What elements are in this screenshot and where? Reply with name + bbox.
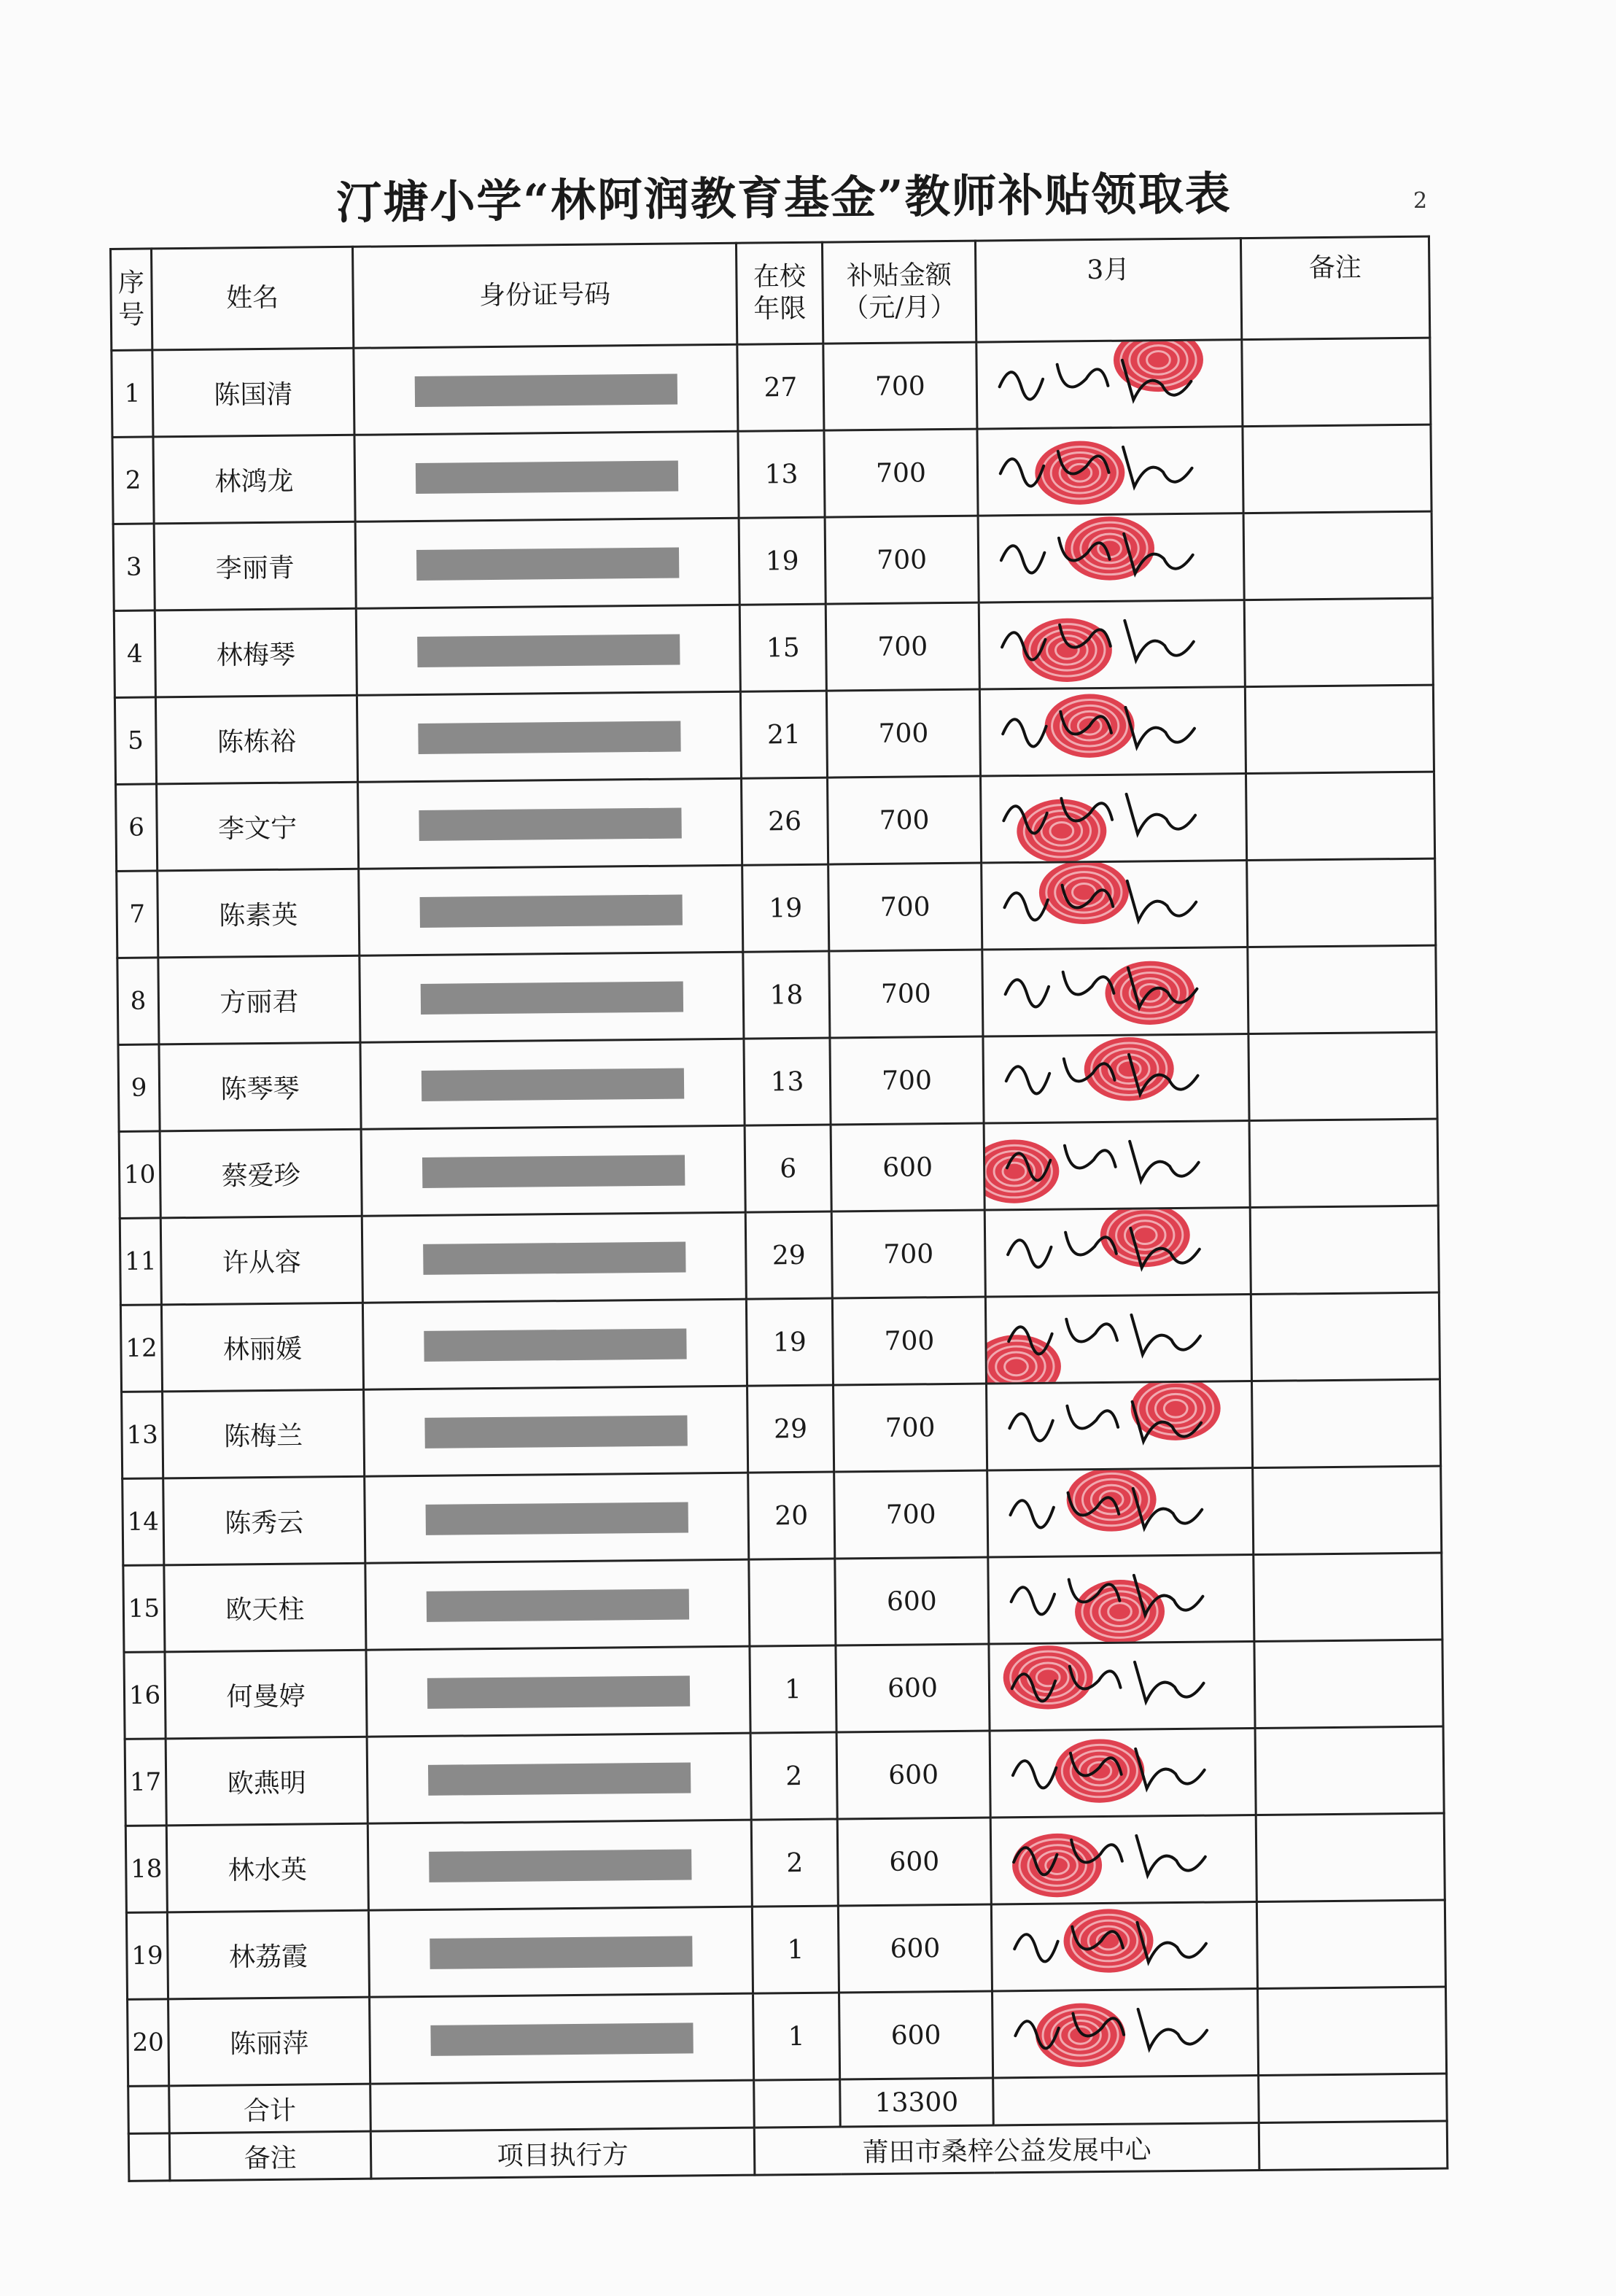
header-years-label: 在校年限	[753, 261, 807, 325]
thumbprint-mark	[1003, 1645, 1093, 1710]
table-row	[128, 1987, 1447, 2086]
id-cell	[359, 865, 743, 955]
seq-cell: 9	[118, 1044, 160, 1132]
total-remark-cell	[1259, 2074, 1448, 2122]
redacted-id-bar	[415, 461, 677, 494]
name-cell: 许从容	[160, 1216, 362, 1305]
redacted-id-bar	[421, 1068, 683, 1101]
header-row	[111, 236, 1430, 350]
years-cell: 13	[738, 430, 825, 518]
thumbprint-mark	[1012, 1833, 1103, 1897]
years-cell: 1	[753, 1993, 840, 2080]
id-cell	[370, 1993, 754, 2084]
seq-cell: 18	[125, 1826, 167, 1913]
amount-cell: 700	[824, 429, 978, 517]
table-row	[120, 1206, 1439, 1305]
years-cell: 27	[737, 344, 824, 431]
years-cell	[749, 1559, 836, 1646]
name-cell: 林荔霞	[167, 1910, 369, 1999]
years-cell: 19	[739, 517, 826, 605]
years-cell: 29	[747, 1385, 834, 1473]
id-cell	[361, 1125, 745, 1216]
thumbprint-mark	[1075, 1579, 1165, 1643]
remark-cell	[1254, 1553, 1442, 1641]
amount-cell: 600	[838, 1904, 992, 1993]
id-cell	[360, 952, 744, 1042]
remark-cell	[1246, 772, 1434, 860]
signature-thumbprint-icon	[987, 1381, 1251, 1470]
id-cell	[366, 1646, 750, 1737]
signature-cell	[991, 1902, 1257, 1991]
signature-cell	[984, 1208, 1251, 1297]
signature-cell	[989, 1642, 1255, 1731]
name-cell: 林梅琴	[155, 608, 357, 697]
table-row	[113, 511, 1432, 610]
signature-cell	[990, 1815, 1256, 1904]
redacted-id-bar	[414, 374, 677, 407]
signature-cell	[978, 513, 1244, 602]
name-cell: 陈琴琴	[159, 1042, 361, 1131]
table-row	[119, 1119, 1438, 1218]
redacted-id-bar	[430, 1936, 692, 1969]
table-body	[112, 338, 1447, 2086]
signature-thumbprint-icon	[986, 1208, 1250, 1297]
header-name: 姓名	[152, 247, 354, 350]
id-cell	[368, 1907, 753, 1997]
redacted-id-bar	[424, 1415, 687, 1448]
id-cell	[362, 1212, 746, 1303]
remark-cell	[1248, 945, 1437, 1033]
table-row	[123, 1466, 1442, 1565]
seq-cell: 7	[117, 871, 158, 958]
footer-executor: 莆田市桑梓公益发展中心	[754, 2122, 1259, 2175]
header-remark: 备注	[1240, 236, 1429, 339]
amount-cell: 700	[832, 1297, 986, 1385]
years-cell: 26	[742, 777, 828, 865]
table-row	[118, 1032, 1437, 1131]
id-cell	[354, 344, 738, 435]
seq-cell: 8	[117, 958, 159, 1045]
table-row	[114, 598, 1433, 697]
id-cell	[354, 431, 739, 521]
table-row	[117, 945, 1437, 1044]
id-cell	[356, 605, 740, 695]
signature-thumbprint-icon	[981, 687, 1245, 776]
signature-cell	[982, 947, 1248, 1036]
subsidy-table	[109, 236, 1448, 2182]
amount-cell: 600	[836, 1644, 990, 1732]
remark-cell	[1248, 1032, 1437, 1120]
seq-cell: 2	[112, 437, 154, 524]
name-cell: 陈国清	[152, 348, 354, 437]
signature-cell	[982, 861, 1248, 950]
remark-cell	[1256, 1813, 1445, 1901]
amount-cell: 600	[837, 1818, 991, 1906]
thumbprint-mark	[1036, 2003, 1126, 2067]
signature-thumbprint-icon	[978, 427, 1242, 516]
table-row	[114, 685, 1434, 784]
remark-cell	[1255, 1726, 1444, 1815]
total-month-cell	[993, 2075, 1259, 2125]
id-cell	[362, 1299, 747, 1389]
remark-cell	[1257, 1987, 1446, 2075]
redacted-id-bar	[426, 1589, 688, 1621]
remark-cell	[1242, 338, 1431, 426]
table-row	[117, 858, 1436, 958]
id-cell	[365, 1473, 749, 1563]
years-cell: 2	[751, 1819, 838, 1907]
table-row	[122, 1379, 1441, 1478]
remark-cell	[1244, 598, 1433, 686]
remark-cell	[1253, 1466, 1442, 1554]
name-cell: 陈栋裕	[155, 695, 357, 784]
seq-cell: 5	[114, 697, 156, 785]
name-cell: 陈梅兰	[163, 1389, 365, 1478]
header-amount-label: 补贴金额（元/月）	[842, 260, 957, 323]
amount-cell: 700	[826, 689, 980, 777]
id-cell	[358, 778, 742, 869]
remark-cell	[1251, 1379, 1440, 1467]
amount-cell: 700	[831, 1210, 985, 1298]
table-row	[116, 772, 1435, 871]
signature-cell	[987, 1468, 1254, 1557]
amount-cell: 600	[839, 1991, 993, 2079]
signature-cell	[985, 1295, 1251, 1384]
years-cell: 29	[745, 1211, 832, 1299]
seq-cell: 13	[122, 1392, 163, 1479]
seq-cell: 4	[114, 610, 155, 698]
footer-remark-cell	[1259, 2121, 1448, 2170]
years-cell: 19	[742, 864, 829, 952]
years-cell: 18	[743, 951, 830, 1039]
total-years-cell	[754, 2079, 841, 2128]
seq-cell: 16	[124, 1652, 166, 1740]
signature-cell	[983, 1034, 1249, 1123]
name-cell: 林水英	[166, 1823, 368, 1912]
id-cell	[367, 1733, 751, 1823]
total-amount: 13300	[840, 2078, 994, 2127]
redacted-id-bar	[418, 721, 680, 754]
redacted-id-bar	[430, 2022, 693, 2055]
table-row	[112, 338, 1431, 437]
redacted-id-bar	[427, 1675, 689, 1708]
remark-cell	[1249, 1119, 1438, 1207]
name-cell: 欧天柱	[164, 1563, 366, 1652]
table-row	[124, 1640, 1443, 1739]
thumbprint-mark	[1054, 1739, 1145, 1803]
signature-cell	[988, 1555, 1254, 1644]
name-cell: 方丽君	[158, 955, 360, 1044]
remark-cell	[1256, 1900, 1445, 1988]
signature-thumbprint-icon	[992, 1902, 1256, 1991]
redacted-id-bar	[416, 548, 678, 581]
page-title: 汀塘小学“林阿润教育基金”教师补贴领取表	[336, 166, 1232, 230]
total-id-cell	[370, 2080, 755, 2131]
name-cell: 陈素英	[158, 869, 360, 958]
redacted-id-bar	[422, 1155, 684, 1187]
name-cell: 欧燕明	[166, 1737, 368, 1826]
signature-thumbprint-icon	[982, 774, 1246, 863]
subsidy-table-sheet	[109, 236, 1446, 2173]
redacted-id-bar	[419, 808, 681, 841]
seq-cell: 15	[123, 1565, 165, 1653]
redacted-id-bar	[425, 1502, 688, 1535]
signature-thumbprint-icon	[980, 600, 1244, 689]
redacted-id-bar	[419, 895, 682, 928]
years-cell: 20	[748, 1472, 835, 1559]
redacted-id-bar	[424, 1328, 686, 1361]
years-cell: 13	[744, 1038, 831, 1125]
signature-cell	[992, 1988, 1258, 2077]
amount-cell: 700	[825, 516, 979, 604]
table-row	[123, 1553, 1442, 1652]
seq-cell: 1	[112, 350, 153, 438]
redacted-id-bar	[427, 1762, 690, 1795]
seq-cell: 3	[113, 524, 155, 611]
years-cell: 15	[739, 604, 826, 691]
id-cell	[365, 1559, 750, 1650]
years-cell: 1	[752, 1906, 839, 1993]
signature-thumbprint-icon	[983, 947, 1247, 1036]
name-cell: 林丽媛	[161, 1303, 363, 1392]
amount-cell: 700	[834, 1384, 987, 1472]
signature-thumbprint-icon	[977, 340, 1241, 429]
header-years	[736, 242, 823, 344]
name-cell: 李丽青	[154, 521, 356, 610]
seq-cell: 10	[119, 1131, 160, 1219]
thumbprint-mark	[1022, 618, 1112, 682]
name-cell: 陈丽萍	[168, 1997, 370, 2086]
thumbprint-mark	[1065, 516, 1155, 581]
header-amount	[822, 241, 976, 344]
years-cell: 21	[740, 691, 827, 778]
header-id: 身份证号码	[352, 243, 737, 348]
amount-cell: 600	[835, 1557, 989, 1645]
seq-cell: 20	[128, 1999, 169, 2087]
seq-cell: 12	[120, 1305, 162, 1392]
id-cell	[368, 1820, 752, 1910]
table-row	[120, 1292, 1440, 1392]
years-cell: 1	[750, 1645, 836, 1733]
amount-cell: 700	[823, 342, 977, 430]
signature-cell	[990, 1729, 1256, 1818]
remark-cell	[1243, 511, 1432, 600]
years-cell: 2	[750, 1732, 837, 1820]
remark-cell	[1250, 1206, 1439, 1294]
redacted-id-bar	[423, 1241, 685, 1274]
signature-thumbprint-icon	[984, 1121, 1248, 1210]
footer-seq-cell	[128, 2133, 170, 2181]
signature-cell	[984, 1121, 1250, 1210]
thumbprint-mark	[1038, 861, 1129, 925]
amount-cell: 600	[836, 1731, 990, 1819]
amount-cell: 700	[829, 950, 983, 1038]
id-cell	[357, 691, 741, 782]
seq-cell: 6	[116, 784, 158, 872]
name-cell: 蔡爱珍	[160, 1129, 362, 1218]
signature-cell	[977, 427, 1243, 516]
name-cell: 何曼婷	[165, 1650, 367, 1739]
amount-cell: 700	[834, 1470, 988, 1559]
signature-cell	[979, 600, 1245, 689]
total-seq-cell	[128, 2086, 170, 2134]
signature-cell	[976, 340, 1243, 429]
remark-cell	[1254, 1640, 1443, 1728]
id-cell	[360, 1039, 745, 1129]
years-cell: 19	[746, 1298, 833, 1386]
signature-thumbprint-icon	[982, 861, 1246, 950]
amount-cell: 700	[828, 863, 982, 951]
footer-label: 备注	[169, 2131, 371, 2181]
name-cell: 林鸿龙	[153, 435, 355, 524]
amount-cell: 700	[826, 602, 979, 691]
signature-cell	[981, 774, 1247, 863]
header-seq	[111, 249, 152, 351]
signature-thumbprint-icon	[987, 1295, 1251, 1384]
id-cell	[364, 1386, 748, 1476]
corner-mark: 2	[1413, 188, 1428, 214]
header-seq-label: 序号	[117, 268, 145, 330]
table-row	[112, 424, 1432, 524]
thumbprint-mark	[1100, 1208, 1190, 1268]
redacted-id-bar	[429, 1849, 691, 1882]
signature-thumbprint-icon	[990, 1642, 1254, 1731]
redacted-id-bar	[420, 981, 683, 1014]
footer-executor-label: 项目执行方	[370, 2128, 755, 2179]
total-label: 合计	[169, 2084, 371, 2133]
signature-cell	[987, 1381, 1253, 1470]
name-cell: 李文宁	[157, 782, 359, 871]
table-row	[125, 1726, 1444, 1826]
signature-cell	[979, 687, 1246, 776]
years-cell: 6	[745, 1125, 831, 1212]
amount-cell: 700	[830, 1036, 984, 1125]
remark-cell	[1243, 424, 1432, 513]
redacted-id-bar	[417, 635, 680, 667]
signature-thumbprint-icon	[989, 1555, 1253, 1644]
table-row	[126, 1900, 1445, 1999]
remark-cell	[1245, 685, 1434, 773]
seq-cell: 19	[126, 1912, 168, 2000]
amount-cell: 700	[828, 776, 982, 864]
amount-cell: 600	[831, 1123, 984, 1211]
name-cell: 陈秀云	[163, 1476, 365, 1565]
signature-thumbprint-icon	[979, 513, 1243, 602]
seq-cell: 14	[123, 1478, 164, 1566]
remark-cell	[1247, 858, 1436, 947]
signature-thumbprint-icon	[990, 1729, 1254, 1818]
signature-thumbprint-icon	[984, 1034, 1248, 1123]
signature-thumbprint-icon	[988, 1468, 1252, 1557]
seq-cell: 11	[120, 1218, 161, 1306]
signature-thumbprint-icon	[993, 1988, 1257, 2077]
remark-cell	[1251, 1292, 1440, 1381]
id-cell	[355, 518, 739, 608]
seq-cell: 17	[125, 1739, 166, 1826]
table-row	[125, 1813, 1445, 1912]
header-month: 3月	[975, 238, 1241, 342]
signature-thumbprint-icon	[992, 1815, 1256, 1904]
